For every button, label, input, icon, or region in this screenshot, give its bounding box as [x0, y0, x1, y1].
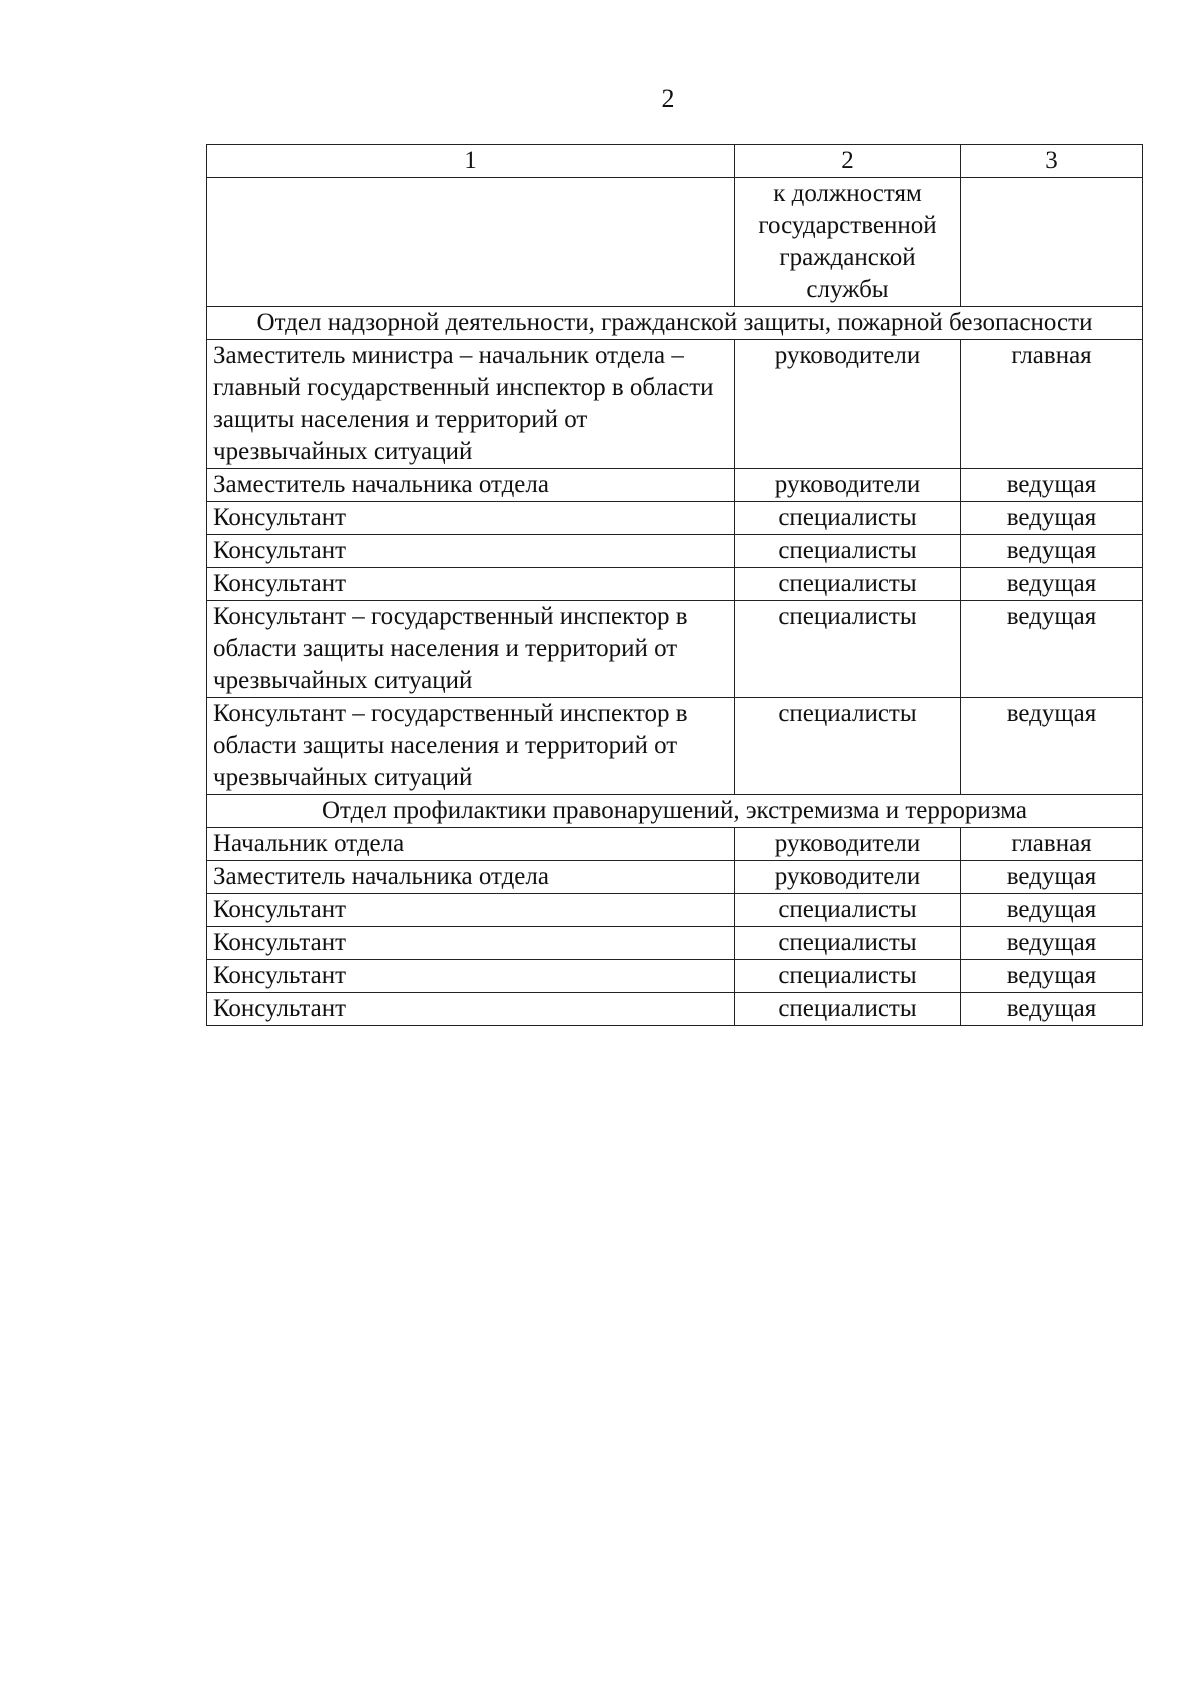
table-row	[207, 698, 1143, 795]
category-cell: специалисты	[735, 698, 961, 795]
position-cell: Консультант	[207, 993, 735, 1026]
group-cell: ведущая	[961, 927, 1143, 960]
table-row	[207, 601, 1143, 698]
table-row	[207, 568, 1143, 601]
section-title: Отдел профилактики правонарушений, экстремизма и терроризма	[207, 795, 1143, 828]
section-header-row	[207, 307, 1143, 340]
position-cell: Консультант	[207, 960, 735, 993]
group-cell: ведущая	[961, 601, 1143, 698]
group-cell: ведущая	[961, 698, 1143, 795]
group-cell: ведущая	[961, 993, 1143, 1026]
category-cell: специалисты	[735, 601, 961, 698]
table-row	[207, 993, 1143, 1026]
position-cell: Консультант	[207, 568, 735, 601]
category-cell: руководители	[735, 469, 961, 502]
continuation-row	[207, 178, 1143, 307]
category-cell: специалисты	[735, 993, 961, 1026]
category-cell: специалисты	[735, 960, 961, 993]
group-cell: ведущая	[961, 568, 1143, 601]
position-cell: Консультант	[207, 894, 735, 927]
column-number-1: 1	[207, 145, 735, 178]
column-number-3: 3	[961, 145, 1143, 178]
group-cell: главная	[961, 828, 1143, 861]
group-cell: ведущая	[961, 469, 1143, 502]
group-cell: ведущая	[961, 960, 1143, 993]
category-cell: руководители	[735, 340, 961, 469]
category-cell: специалисты	[735, 568, 961, 601]
group-cell: ведущая	[961, 861, 1143, 894]
table-row	[207, 927, 1143, 960]
table-row	[207, 469, 1143, 502]
page-number: 2	[661, 84, 675, 113]
position-cell: Начальник отдела	[207, 828, 735, 861]
table-row	[207, 960, 1143, 993]
table-body	[207, 145, 1143, 1026]
column-number-row	[207, 145, 1143, 178]
position-cell: Консультант – государственный инспектор в области защиты населения и территорий от чрезвычайных ситуаций	[207, 698, 735, 795]
group-cell: главная	[961, 340, 1143, 469]
positions-table	[206, 144, 1143, 1026]
position-cell: Консультант	[207, 502, 735, 535]
category-cell: специалисты	[735, 502, 961, 535]
continuation-position	[207, 178, 735, 307]
continuation-group	[961, 178, 1143, 307]
table-row	[207, 894, 1143, 927]
position-cell: Заместитель начальника отдела	[207, 861, 735, 894]
continuation-category: к должностям государственной гражданской службы	[735, 178, 961, 307]
position-cell: Консультант – государственный инспектор в области защиты населения и территорий от чрезвычайных ситуаций	[207, 601, 735, 698]
position-cell: Консультант	[207, 535, 735, 568]
group-cell: ведущая	[961, 502, 1143, 535]
table-row	[207, 502, 1143, 535]
position-cell: Заместитель министра – начальник отдела – главный государственный инспектор в области защиты населения и территорий от чрезвычайных ситуаций	[207, 340, 735, 469]
column-number-2: 2	[735, 145, 961, 178]
section-title: Отдел надзорной деятельности, гражданской защиты, пожарной безопасности	[207, 307, 1143, 340]
table-row	[207, 535, 1143, 568]
category-cell: специалисты	[735, 894, 961, 927]
group-cell: ведущая	[961, 535, 1143, 568]
position-cell: Заместитель начальника отдела	[207, 469, 735, 502]
category-cell: руководители	[735, 861, 961, 894]
position-cell: Консультант	[207, 927, 735, 960]
category-cell: специалисты	[735, 535, 961, 568]
group-cell: ведущая	[961, 894, 1143, 927]
table-row	[207, 340, 1143, 469]
table-row	[207, 861, 1143, 894]
category-cell: руководители	[735, 828, 961, 861]
table-row	[207, 828, 1143, 861]
section-header-row	[207, 795, 1143, 828]
category-cell: специалисты	[735, 927, 961, 960]
